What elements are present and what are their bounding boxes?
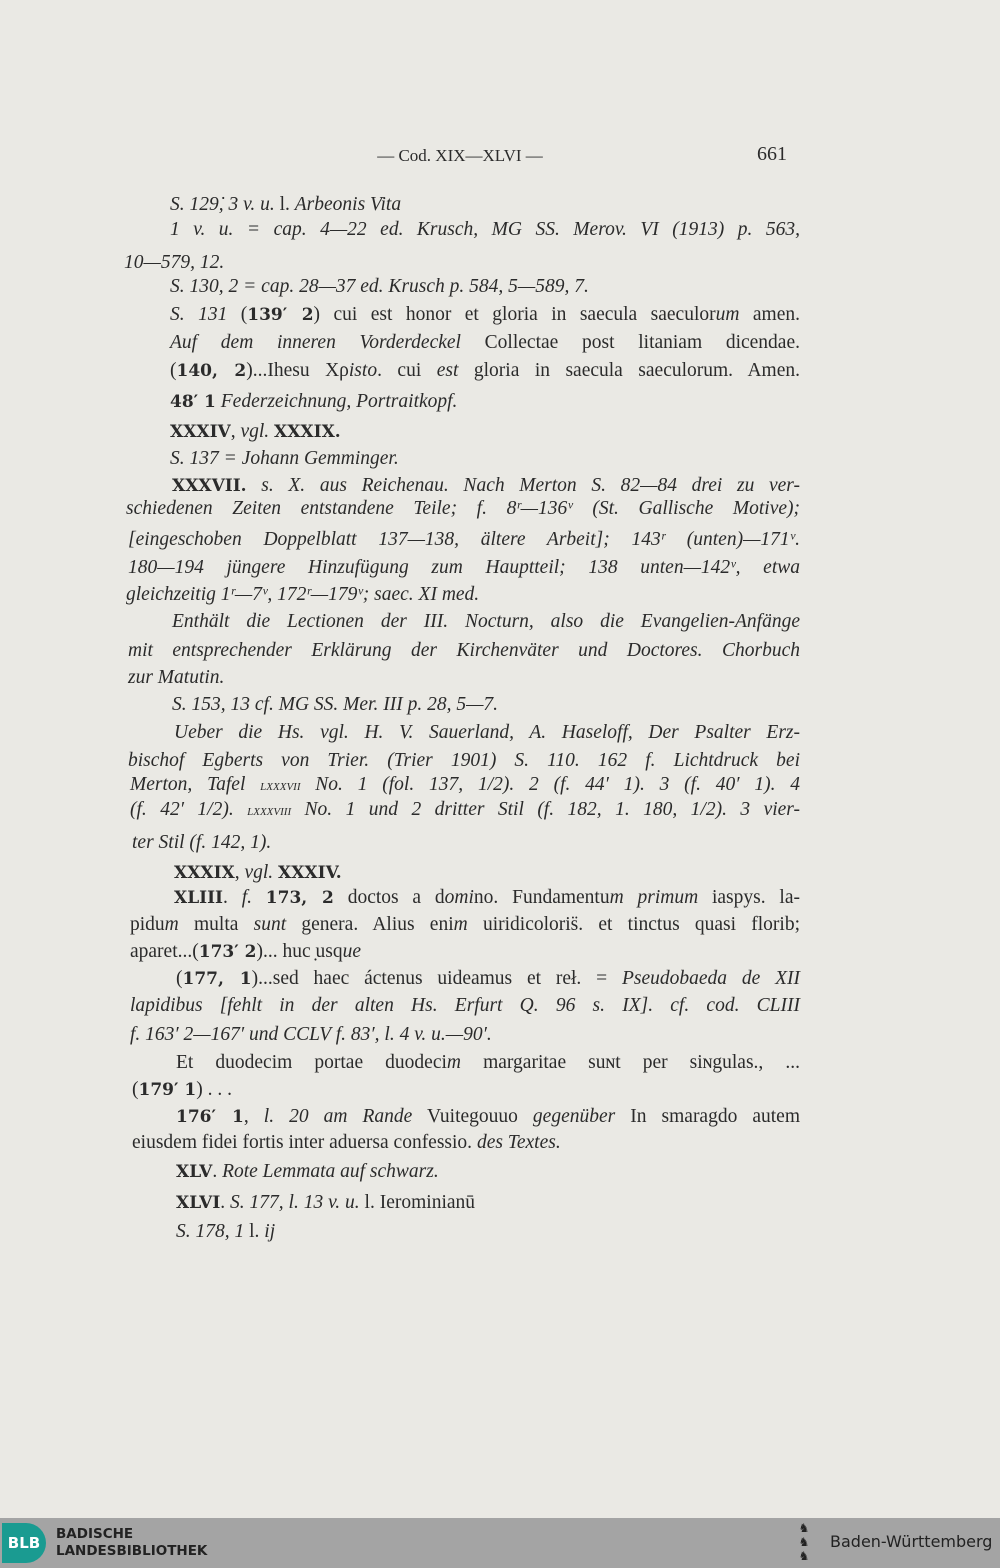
- text-segment: aparet...(: [130, 941, 199, 962]
- text-segment: ,: [243, 1106, 264, 1127]
- text-line: [176, 1191, 475, 1215]
- text-line: [170, 359, 800, 383]
- text-line: [176, 1105, 800, 1129]
- italic-text: m: [446, 1052, 462, 1073]
- italic-text: 10—579, 12.: [124, 252, 225, 273]
- text-line: [172, 693, 498, 717]
- italic-text: Enthält die Lectionen der III. Nocturn, also die Evangelien-Anfänge: [172, 611, 800, 632]
- text-segment: uiridicoloris̈. et tinctus quasi florib;: [467, 914, 800, 935]
- text-line: [130, 940, 361, 964]
- text-segment: ,: [234, 862, 245, 883]
- italic-text: ue: [342, 941, 361, 962]
- italic-text: S. 131: [170, 304, 241, 325]
- italic-text: (f. 42′ 1/2).: [130, 799, 248, 820]
- library-name-line1: BADISCHE: [56, 1526, 134, 1542]
- text-segment: )...Ihesu Xρ: [246, 360, 349, 381]
- footer-bar: [0, 1518, 1000, 1568]
- text-line: [170, 303, 800, 327]
- text-line: [172, 610, 800, 634]
- italic-text: schiedenen Zeiten entstandene Teile; f. 8ʳ—136ᵛ (St. Gallische Motive);: [126, 498, 800, 519]
- text-segment: no. Fundamentu: [473, 887, 610, 908]
- text-line: [170, 447, 399, 471]
- bold-reference: XXXIX: [174, 863, 235, 883]
- italic-text: zur Matutin.: [128, 667, 225, 688]
- text-line: [128, 556, 800, 580]
- italic-text: m: [453, 914, 468, 935]
- bold-reference: 139′ 2: [247, 305, 314, 325]
- text-segment: ) cui est honor et gloria in saecula saeculor: [313, 304, 716, 325]
- text-segment: amen.: [739, 304, 800, 325]
- running-title: — Cod. XIX—XLVI —: [377, 146, 543, 165]
- text-line: [124, 251, 224, 275]
- italic-text: S. 178, 1: [176, 1221, 245, 1242]
- italic-text: 1 v. u. = cap. 4—22 ed. Krusch, MG SS. Merov. VI (1913) p. 563,: [170, 219, 800, 240]
- text-line: [132, 1078, 232, 1102]
- italic-text: 180—194 jüngere Hinzufügung zum Hauptteil; 138 unten—142ᵛ, etwa: [128, 557, 800, 578]
- text-line: [132, 1131, 561, 1155]
- italic-text: ter Stil (f. 142, 1).: [132, 832, 272, 853]
- italic-text: Merton, Tafel: [130, 774, 261, 795]
- italic-text: isto: [348, 360, 378, 381]
- bold-reference: XXXIV: [170, 422, 231, 442]
- text-segment: [624, 887, 638, 908]
- text-segment: . cui: [377, 360, 437, 381]
- library-name[interactable]: [56, 1526, 207, 1560]
- italic-text: S. 177, l. 13 v. u.: [230, 1192, 360, 1213]
- italic-text: No. 1 und 2 dritter Stil (f. 182, 1. 180, 1/2). 3 vier-: [291, 799, 800, 820]
- lions-coat-of-arms-icon: ♞ ♞ ♞: [798, 1521, 810, 1563]
- text-line: [170, 218, 800, 242]
- italic-text: Rote Lemmata auf schwarz.: [222, 1161, 439, 1182]
- text-segment: doctos a d: [333, 887, 445, 908]
- bold-reference: 179′ 1: [138, 1080, 197, 1100]
- text-segment: In smaragdo autem: [615, 1106, 801, 1127]
- text-segment: l.: [274, 194, 295, 215]
- text-segment: multa: [178, 914, 254, 935]
- text-segment: margaritae suɴt per siɴgulas., ...: [461, 1052, 800, 1073]
- text-line: [170, 390, 457, 414]
- page-number: 661: [757, 143, 787, 165]
- text-segment: .: [220, 1192, 231, 1213]
- bold-reference: XLIII: [174, 888, 223, 908]
- text-segment: genera. Alius eni: [286, 914, 454, 935]
- bold-reference: XXXVII.: [172, 476, 247, 496]
- text-line: [126, 497, 800, 521]
- text-line: [128, 666, 224, 690]
- bold-reference: 173′ 2: [198, 942, 257, 962]
- italic-text: Pseudobaeda de XII: [621, 968, 800, 989]
- library-name-line2: LANDESBIBLIOTHEK: [56, 1543, 208, 1559]
- state-name[interactable]: Baden-Württemberg: [830, 1532, 993, 1551]
- italic-text: f. 163′ 2—167′ und CCLV f. 83′, l. 4 v. u.—90′.: [130, 1024, 492, 1045]
- text-line: [130, 994, 800, 1018]
- text-segment: (: [176, 968, 183, 989]
- text-segment: Et duodecim portae duodeci: [176, 1052, 447, 1073]
- italic-text: [eingeschoben Doppelblatt 137—138, ältere Arbeit]; 143ʳ (unten)—171ᵛ.: [128, 529, 800, 550]
- blb-logo[interactable]: BLB: [2, 1523, 46, 1563]
- text-line: [130, 1023, 492, 1047]
- italic-text: mit entsprechender Erklärung der Kirchenväter und Doctores. Chorbuch: [128, 640, 800, 661]
- bold-reference: XLV: [176, 1162, 213, 1182]
- bold-reference: XLVI: [176, 1193, 221, 1213]
- text-line: [176, 1220, 275, 1244]
- italic-text: Federzeichnung, Portraitkopf.: [215, 391, 458, 412]
- text-segment: ,: [230, 421, 241, 442]
- italic-text: S. 153, 13 cf. MG SS. Mer. III p. 28, 5—7.: [172, 694, 499, 715]
- italic-text: s. X. aus Reichenau. Nach Merton S. 82—84 drei zu ver-: [246, 475, 800, 496]
- italic-text: Arbeonis Vita: [294, 194, 402, 215]
- text-segment: gloria in saecula saeculorum. Amen.: [458, 360, 800, 381]
- text-line: [176, 1160, 439, 1184]
- italic-text: bischof Egberts von Trier. (Trier 1901) S. 110. 162 f. Lichtdruck bei: [128, 750, 800, 771]
- italic-text: sunt: [253, 914, 287, 935]
- italic-text: est: [436, 360, 459, 381]
- text-line: [126, 583, 479, 607]
- text-segment: lxxxviii: [247, 803, 292, 819]
- italic-text: gegenüber: [532, 1106, 616, 1127]
- italic-text: vgl.: [240, 421, 275, 442]
- bold-reference: 177, 1: [182, 969, 252, 989]
- italic-text: gleichzeitig 1ʳ—7ᵛ, 172ʳ—179ᵛ; saec. XI med.: [126, 584, 480, 605]
- italic-text: omi: [444, 887, 474, 908]
- text-line: [174, 861, 342, 885]
- bold-reference: 173, 2: [265, 888, 334, 908]
- italic-text: ij: [264, 1221, 276, 1242]
- italic-text: m: [609, 887, 624, 908]
- text-segment: ) . . .: [196, 1079, 232, 1100]
- text-segment: (: [240, 304, 248, 325]
- text-line: [174, 721, 800, 745]
- text-segment: .: [223, 887, 242, 908]
- text-segment: l.: [244, 1221, 265, 1242]
- text-line: [128, 528, 800, 552]
- text-segment: lxxxvii: [260, 778, 301, 794]
- text-segment: eiusdem fidei fortis inter aduersa confessio.: [132, 1132, 477, 1153]
- bold-reference: XXXIX.: [274, 422, 341, 442]
- text-segment: .: [212, 1161, 223, 1182]
- italic-text: No. 1 (fol. 137, 1/2). 2 (f. 44′ 1). 3 (f. 40′ 1). 4: [300, 774, 800, 795]
- text-line: [128, 639, 800, 663]
- text-segment: )... huc ̣usq: [256, 941, 343, 962]
- text-line: [128, 749, 800, 773]
- italic-text: um: [715, 304, 740, 325]
- text-segment: Collectae post litaniam dicendae.: [460, 332, 800, 353]
- text-line: [174, 886, 800, 910]
- text-segment: (: [170, 360, 177, 381]
- italic-text: lapidibus [fehlt in der alten Hs. Erfurt Q. 96 s. IX]. cf. cod. CLIII: [130, 995, 800, 1016]
- text-segment: Vuitegouuo: [412, 1106, 533, 1127]
- italic-text: S. 129̇, 3 v. u.: [170, 194, 275, 215]
- text-line: [170, 331, 800, 355]
- italic-text: vgl.: [244, 862, 279, 883]
- text-line: [132, 831, 271, 855]
- italic-text: des Textes.: [476, 1132, 561, 1153]
- italic-text: f.: [241, 887, 266, 908]
- bold-reference: XXXIV.: [278, 863, 342, 883]
- text-segment: pidu: [130, 914, 165, 935]
- italic-text: primum: [637, 887, 699, 908]
- text-line: [170, 193, 401, 217]
- bold-reference: 48′ 1: [170, 392, 216, 412]
- text-segment: (: [132, 1079, 139, 1100]
- italic-text: S. 137 = Johann Gemminger.: [170, 448, 399, 469]
- italic-text: l. 20 am Rande: [263, 1106, 413, 1127]
- text-line: [172, 474, 800, 498]
- bold-reference: 176′ 1: [176, 1107, 244, 1127]
- text-line: [130, 913, 800, 937]
- italic-text: Auf dem inneren Vorderdeckel: [170, 332, 461, 353]
- text-line: [170, 420, 341, 444]
- text-line: [130, 773, 800, 798]
- italic-text: Ueber die Hs. vgl. H. V. Sauerland, A. Haseloff, Der Psalter Erz-: [174, 722, 800, 743]
- text-line: [176, 1051, 800, 1075]
- italic-text: S. 130, 2 = cap. 28—37 ed. Krusch p. 584, 5—589, 7.: [170, 276, 589, 297]
- text-segment: iaspys. la-: [698, 887, 800, 908]
- text-segment: )...sed haec áctenus uideamus et reł. =: [251, 968, 622, 989]
- text-line: [176, 967, 800, 991]
- text-line: [170, 275, 589, 299]
- text-segment: l. Ierominianū: [359, 1192, 476, 1213]
- bold-reference: 140, 2: [176, 361, 247, 381]
- text-line: [130, 798, 800, 823]
- italic-text: m: [164, 914, 179, 935]
